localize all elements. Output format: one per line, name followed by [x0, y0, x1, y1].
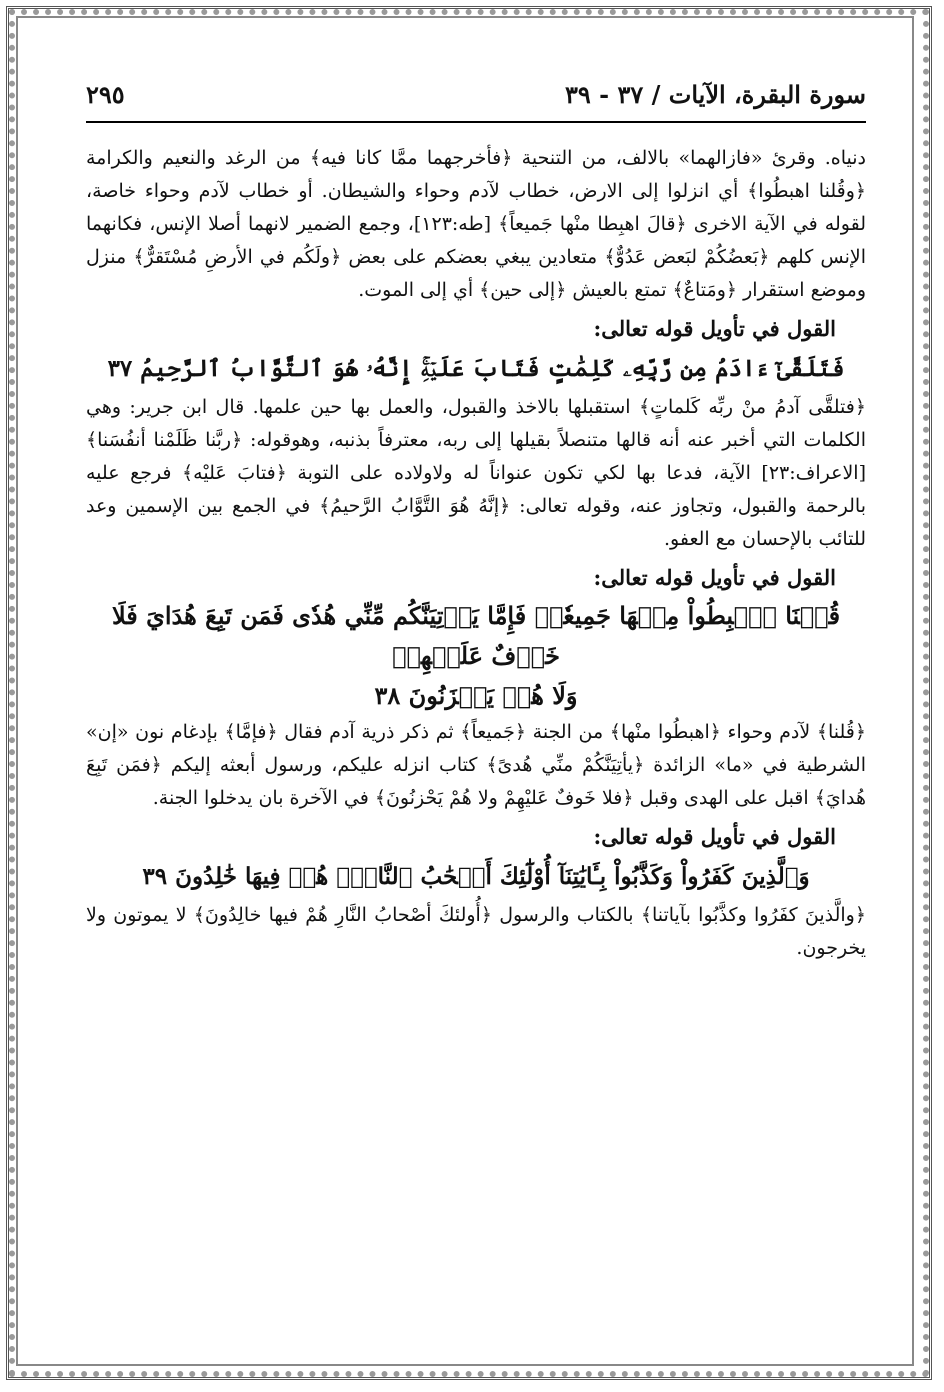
running-header — [86, 70, 866, 120]
quran-verse-38-line-1: قُلۡنَا ٱهۡبِطُواْ مِنۡهَا جَمِيعٗاۖ فَإِمَّا يَأۡتِيَنَّكُم مِّنِّي هُدٗى فَمَن تَبِعَ هُدَايَ فَلَا خَوۡفٌ عَلَيۡهِمۡ — [111, 601, 841, 670]
section-heading-3: القول في تأويل قوله تعالى: — [593, 824, 836, 849]
quran-verse-39: وَٱلَّذِينَ كَفَرُواْ وَكَذَّبُواْ بِـَٔايَٰتِنَآ أُوْلَٰٓئِكَ أَصۡحَٰبُ ٱلنَّارِۖ هُمۡ فِيهَا خَٰلِدُونَ ٣٩ — [142, 863, 810, 890]
quran-verse-38-line-2: وَلَا هُمۡ يَحۡزَنُونَ ٣٨ — [374, 681, 578, 710]
paragraph-4: ﴿والَّذينَ كفَرُوا وكذَّبُوا بآياتنا﴾ بالكتاب والرسول ﴿أُولئكَ أصْحابُ النَّارِ هُمْ فيها خالِدُونَ﴾ لا يموتون ولا يخرجون. — [86, 904, 866, 959]
paragraph-2: ﴿فتلقَّى آدمُ منْ ربِّه كَلماتٍ﴾ استقبلها بالاخذ والقبول، والعمل بها حين علمها. قال ابن جرير: وهي الكلمات التي أخبر عنه أنه قالها متنصلاً بقيلها إلى ربه، معترفاً بذنبه، وهوقوله: ﴿ربَّنا ظَلَمْنا أنفُسَنا﴾ [الاعراف:٢٣] الآية، فدعا بها لكي تكون عنواناً له ولاولاده على التوبة ﴿فتابَ عَليْه﴾ فرجع عليه بالرحمة والقبول، وتجاوز عنه، وقوله تعالى: ﴿إنَّهُ هُوَ التَّوَّابُ الرَّحيمُ﴾ في الجمع بين الإسمين وعد للتائب بالإحسان مع العفو. — [86, 396, 867, 550]
section-heading-1: القول في تأويل قوله تعالى: — [593, 316, 836, 341]
quran-verse-37: فَتَلَقَّىٰٓ ءَادَمُ مِن رَّبِّهِۦ كَلِمَٰتٍ فَتَابَ عَلَيۡهِۚ إِنَّهُۥ هُوَ ٱلتَّوَّابُ ٱلرَّحِيمُ ٣٧ — [107, 355, 845, 382]
surah-title: سورة البقرة، الآيات / ٣٧ - ٣٩ — [565, 80, 866, 109]
page-body — [86, 142, 866, 965]
paragraph-3: ﴿قُلنا﴾ لآدم وحواء ﴿اهبطُوا منْها﴾ من الجنة ﴿جَميعاً﴾ ثم ذكر ذرية آدم فقال ﴿فإمَّا﴾ بإدغام نون «إن» الشرطية في «ما» الزائدة ﴿يأتِيَنَّكُمْ منِّي هُدىً﴾ كتاب انزله عليكم، ورسول أبعثه إليكم ﴿فمَن تَبِعَ هُدايَ﴾ اقبل على الهدى وقبل ﴿فلا خَوفٌ عَليْهِمْ ولا هُمْ يَحْزنُونَ﴾ في الآخرة بان يدخلوا الجنة. — [86, 721, 866, 809]
header-rule — [86, 121, 866, 123]
section-heading-2: القول في تأويل قوله تعالى: — [593, 565, 836, 590]
page-number: ٢٩٥ — [86, 80, 125, 109]
paragraph-1: دنياه. وقرئ «فازالهما» بالالف، من التنحية ﴿فأخرجهما ممَّا كانا فيه﴾ من الرغد والنعيم والكرامة ﴿وقُلنا اهبطُوا﴾ أي انزلوا إلى الارض، خطاب لآدم وحواء والشيطان. أو خطاب لآدم وحواء خاصة، لقوله في الآية الاخرى ﴿قالَ اهبِطا منْها جَميعاً﴾ [طه:١٢٣]، وجمع الضمير لانهما أصلا الإنس، فكانهما الإنس كلهم ﴿بَعضُكُمْ لبَعض عَدُوٌّ﴾ متعادين يبغي بعضكم على بعض ﴿ولَكُم في الأرضِ مُسْتَقرٌّ﴾ منزل وموضع استقرار ﴿ومَتاعٌ﴾ تمتع بالعيش ﴿إلى حين﴾ أي إلى الموت. — [86, 147, 866, 301]
